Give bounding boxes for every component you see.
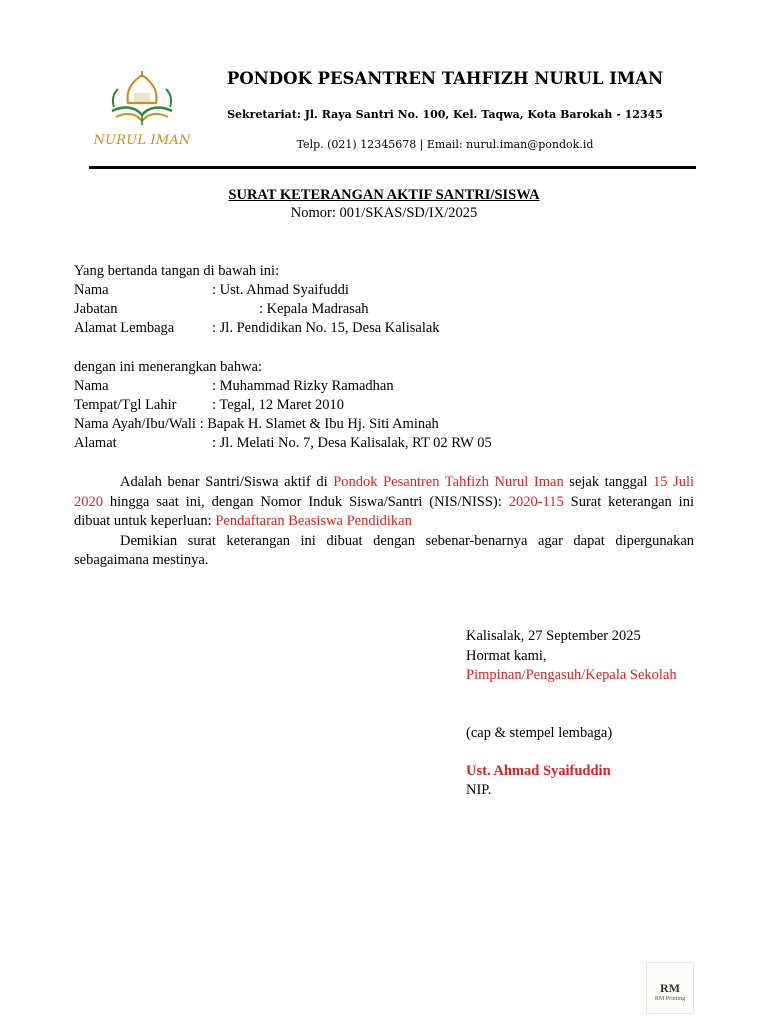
signature-place-date: Kalisalak, 27 September 2025 [466, 628, 641, 644]
mosque-book-emblem-icon [90, 69, 194, 139]
school-name: PONDOK PESANTREN TAHFIZH NURUL IMAN [226, 69, 664, 88]
highlight-school: Pondok Pesantren Tahfizh Nurul Iman [333, 474, 564, 490]
highlight-date: 15 Juli 2020 [74, 474, 694, 510]
signatory-nip: NIP. [466, 782, 492, 798]
body-text: sejak tanggal [563, 474, 653, 490]
institution-logo [90, 69, 194, 157]
watermark-mark: RM [660, 981, 680, 995]
student-intro: dengan ini menerangkan bahwa: [74, 359, 263, 375]
field-value: : Jl. Pendidikan No. 15, Desa Kalisalak [212, 320, 440, 336]
signer-row-address [74, 319, 440, 338]
letter-number: Nomor: 001/SKAS/SD/IX/2025 [290, 205, 478, 221]
signatory-name: Ust. Ahmad Syaifuddin [466, 763, 611, 779]
field-value: : Kepala Madrasah [259, 301, 369, 317]
field-value: : Jl. Melati No. 7, Desa Kalisalak, RT 02 RW 05 [212, 435, 492, 451]
field-value: : Muhammad Rizky Ramadhan [212, 378, 394, 394]
field-value: : Tegal, 12 Maret 2010 [212, 397, 345, 413]
printing-watermark-logo [646, 962, 694, 1014]
school-address: Sekretariat: Jl. Raya Santri No. 100, Kel. Taqwa, Kota Barokah - 12345 [227, 108, 663, 121]
body-text: Adalah benar Santri/Siswa aktif di [120, 474, 334, 490]
field-label: Alamat Lembaga [74, 320, 175, 336]
field-label: Jabatan [74, 301, 118, 317]
student-row-parents [74, 415, 439, 434]
stamp-placeholder: (cap & stempel lembaga) [466, 725, 613, 741]
student-row-address [74, 434, 492, 453]
signer-row-position [74, 300, 369, 319]
field-label: Nama [74, 378, 109, 394]
student-row-birth [74, 396, 344, 415]
field-value: : Bapak H. Slamet & Ibu Hj. Siti Aminah [199, 416, 439, 432]
field-label: Tempat/Tgl Lahir [74, 397, 177, 413]
watermark-caption: RM Printing [654, 996, 686, 1002]
logo-text: NURUL IMAN [93, 133, 191, 148]
field-label: Nama [74, 282, 109, 298]
highlight-nis: 2020-115 [508, 493, 564, 510]
signer-row-name [74, 281, 349, 300]
statement-paragraph [74, 473, 694, 532]
header-divider [89, 166, 696, 169]
body-text: Surat keterangan ini dibuat untuk keperluan: [74, 493, 694, 529]
signature-position: Pimpinan/Pengasuh/Kepala Sekolah [466, 667, 677, 683]
field-label: Alamat [74, 435, 117, 451]
field-value: : Ust. Ahmad Syaifuddi [212, 282, 349, 298]
letter-body [74, 473, 694, 571]
letter-title: SURAT KETERANGAN AKTIF SANTRI/SISWA [228, 187, 540, 203]
school-contact: Telp. (021) 12345678 | Email: nurul.iman@pondok.id [296, 138, 594, 151]
body-text: hingga saat ini, dengan Nomor Induk Siswa/Santri (NIS/NISS): [103, 493, 509, 510]
student-row-name [74, 377, 394, 396]
signature-regards: Hormat kami, [466, 648, 547, 664]
highlight-purpose: Pendaftaran Beasiswa Pendidikan [215, 513, 412, 529]
closing-paragraph: Demikian surat keterangan ini dibuat dengan sebenar-benarnya agar dapat dipergunakan sebagaimana mestinya. [74, 532, 694, 568]
field-label: Nama Ayah/Ibu/Wali [74, 416, 196, 432]
signer-intro: Yang bertanda tangan di bawah ini: [74, 263, 280, 279]
